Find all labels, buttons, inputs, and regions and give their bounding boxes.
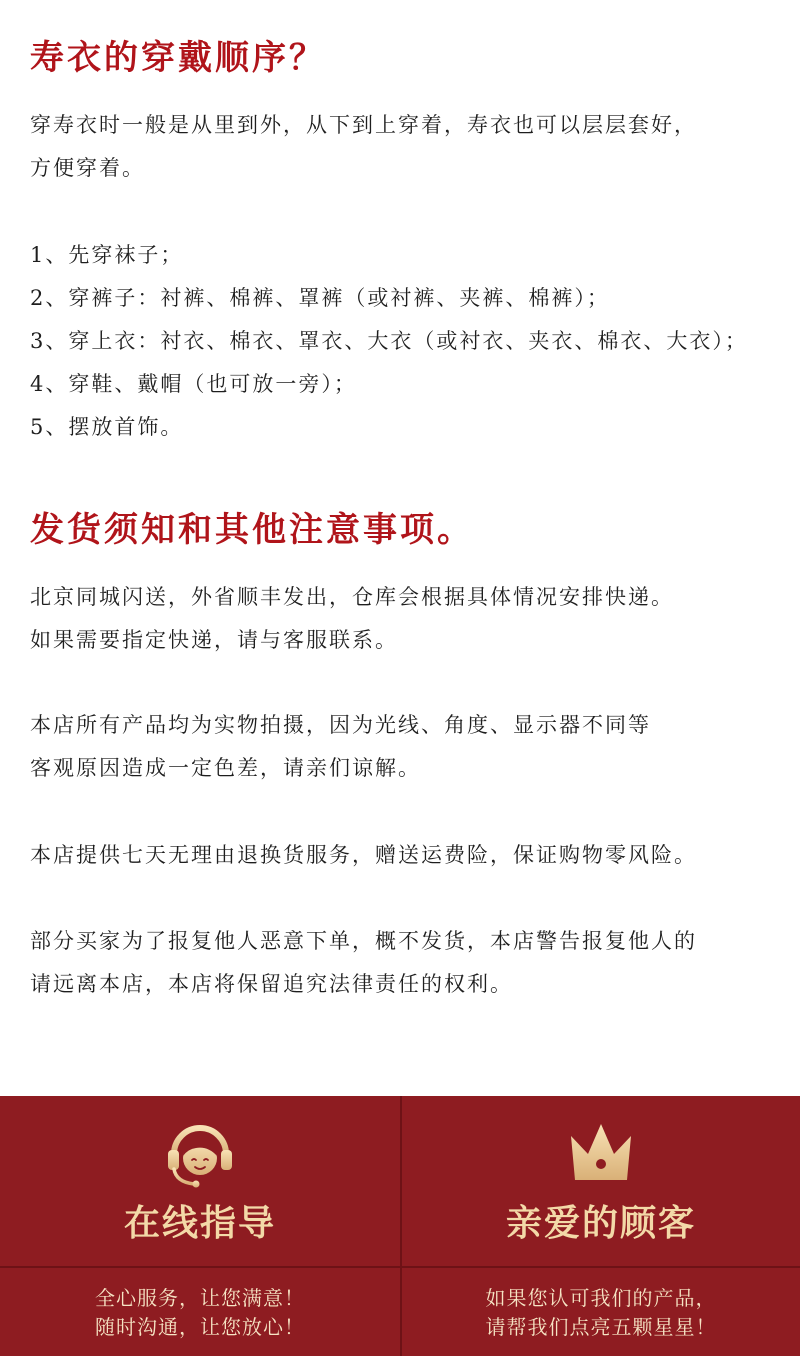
dressing-steps-list	[30, 234, 748, 449]
online-guidance-panel	[0, 1096, 400, 1356]
online-guidance-line: 全心服务，让您满意！	[95, 1286, 305, 1310]
dressing-step: 3、穿上衣：衬衣、棉衣、罩衣、大衣（或衬衣、夹衣、棉衣、大衣）；	[30, 329, 748, 353]
dressing-step: 2、穿裤子：衬裤、棉裤、罩裤（或衬裤、夹裤、棉裤）；	[30, 286, 610, 310]
online-guidance-line: 随时沟通，让您放心！	[95, 1315, 305, 1339]
dressing-step: 1、先穿袜子；	[30, 243, 184, 267]
crown-icon	[561, 1114, 641, 1194]
color-difference-line: 本店所有产品均为实物拍摄，因为光线、角度、显示器不同等	[30, 713, 651, 737]
headset-support-icon	[160, 1114, 240, 1194]
shipping-line: 北京同城闪送，外省顺丰发出，仓库会根据具体情况安排快递。	[30, 585, 674, 609]
dressing-step: 4、穿鞋、戴帽（也可放一旁）；	[30, 372, 357, 396]
dear-customer-line: 请帮我们点亮五颗星星！	[485, 1315, 717, 1339]
shipping-line: 如果需要指定快递，请与客服联系。	[30, 628, 398, 652]
dressing-intro-line: 方便穿着。	[30, 156, 145, 180]
color-difference-line: 客观原因造成一定色差，请亲们谅解。	[30, 756, 421, 780]
dear-customer-title: 亲爱的顾客	[505, 1203, 696, 1244]
dear-customer-panel	[402, 1096, 800, 1356]
return-policy-line: 本店提供七天无理由退换货服务，赠送运费险，保证购物零风险。	[30, 843, 697, 867]
dressing-step: 5、摆放首饰。	[30, 415, 184, 439]
return-policy-paragraph	[30, 834, 697, 877]
warning-line: 部分买家为了报复他人恶意下单，概不发货，本店警告报复他人的	[30, 929, 697, 953]
footer-banner	[0, 1096, 800, 1356]
warning-line: 请远离本店，本店将保留追究法律责任的权利。	[30, 972, 513, 996]
shipping-paragraph	[30, 576, 674, 662]
section-heading-shipping-notes: 发货须知和其他注意事项。	[30, 510, 474, 550]
dear-customer-subtitle	[402, 1284, 800, 1342]
color-difference-paragraph	[30, 704, 651, 790]
dressing-intro-paragraph	[30, 104, 697, 190]
online-guidance-subtitle	[0, 1284, 400, 1342]
malicious-order-warning-paragraph	[30, 920, 697, 1006]
dear-customer-line: 如果您认可我们的产品，	[485, 1286, 717, 1310]
section-heading-dressing-order: 寿衣的穿戴顺序？	[30, 38, 326, 78]
dressing-intro-line: 穿寿衣时一般是从里到外，从下到上穿着，寿衣也可以层层套好，	[30, 113, 697, 137]
online-guidance-title: 在线指导	[123, 1203, 276, 1244]
